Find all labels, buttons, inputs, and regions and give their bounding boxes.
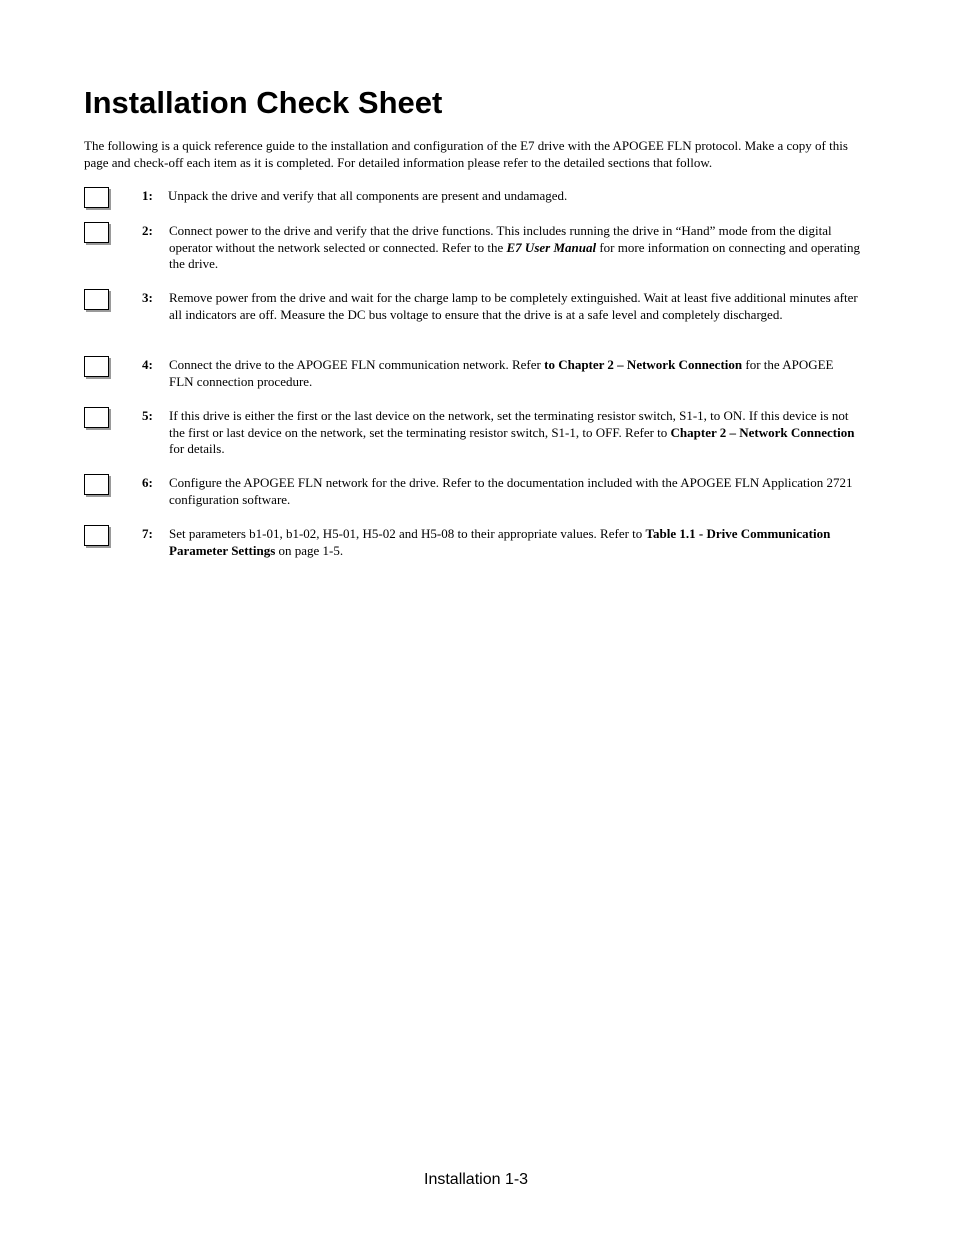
item-number: 5: — [142, 408, 153, 423]
checkbox-2[interactable] — [84, 222, 109, 243]
chapter-reference: to Chapter 2 – Network Connection — [544, 357, 743, 372]
item-text: Set parameters b1-01, b1-02, H5-01, H5-02 and H5-08 to their appropriate values. Refer to Table 1.1 - Drive Communication Parameter Settings on page 1-5. — [169, 526, 831, 558]
page-footer: Installation 1-3 — [424, 1171, 529, 1188]
item-number: 1: — [142, 188, 153, 203]
chapter-reference: Chapter 2 – Network Connection — [670, 424, 855, 440]
checkbox-7[interactable] — [84, 525, 109, 546]
item-number: 4: — [142, 357, 153, 372]
item-text: Connect power to the drive and verify that the drive functions. This includes running the drive in “Hand” mode from the digital operator without the network selected or connected. Refer to the E7 User Manual for more information on connecting and operating the drive. — [169, 223, 860, 271]
item-text: Unpack the drive and verify that all components are present and undamaged. — [168, 188, 568, 203]
page-title: Installation Check Sheet — [84, 85, 443, 120]
checkbox-5[interactable] — [84, 407, 109, 428]
checkbox-3[interactable] — [84, 289, 109, 310]
item-text: Connect the drive to the APOGEE FLN communication network. Refer to Chapter 2 – Network Connection for the APOGEE FLN connection procedure. — [169, 357, 834, 389]
item-number: 2: — [142, 223, 153, 238]
item-number: 6: — [142, 475, 153, 490]
item-number: 3: — [142, 290, 153, 305]
item-number: 7: — [142, 526, 153, 541]
manual-reference: E7 User Manual — [506, 239, 597, 255]
checkbox-4[interactable] — [84, 356, 109, 377]
item-text: Configure the APOGEE FLN network for the drive. Refer to the documentation included with the APOGEE FLN Application 2721 configuration software. — [169, 475, 853, 507]
item-text: Remove power from the drive and wait for the charge lamp to be completely extinguished. Wait at least five additional minutes after all indicators are off. Measure the DC bus voltage to ensure that the drive is at a safe level and completely discharged. — [169, 290, 858, 322]
checkbox-1[interactable] — [84, 187, 109, 208]
item-text: If this drive is either the first or the last device on the network, set the terminating resistor switch, S1-1, to ON. If this device is not the first or last device on the network, set the terminating resistor switch, S1-1, to OFF. Refer to Chapter 2 – Network Connection for details. — [169, 408, 855, 456]
table-reference: Table 1.1 - Drive Communication Parameter Settings — [169, 526, 831, 558]
checkbox-6[interactable] — [84, 474, 109, 495]
intro-paragraph: The following is a quick reference guide to the installation and configuration of the E7 drive with the APOGEE FLN protocol. Make a copy of this page and check-off each item as it is completed. For detailed information please refer to the detailed sections that follow. — [84, 138, 848, 170]
